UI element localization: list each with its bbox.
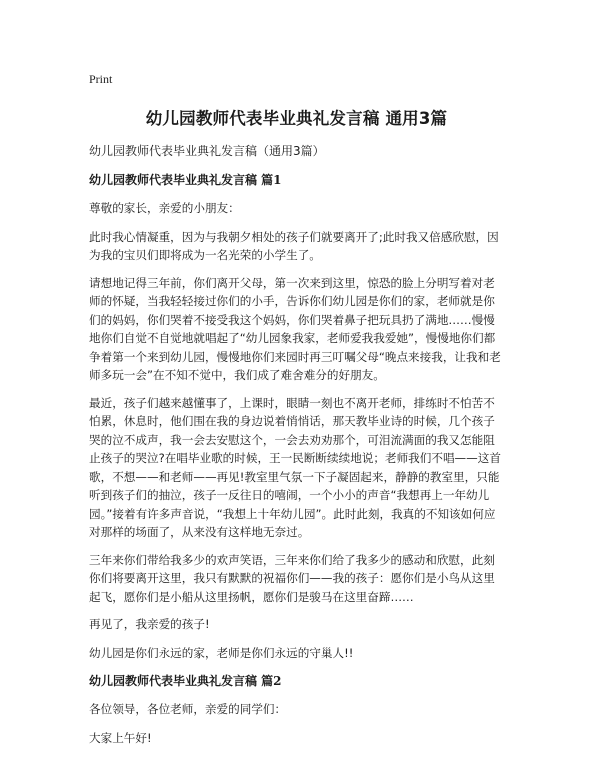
document-subtitle: 幼儿园教师代表毕业典礼发言稿（通用3篇） bbox=[89, 144, 325, 158]
body-paragraph: 三年来你们带给我多少的欢声笑语，三年来你们给了我多少的感动和欣慰，此刻你们将要离开这里，我只有默默的祝福你们——我的孩子：愿你们是小鸟从这里起飞，愿你们是小船从这里扬帆，愿你们是骏马在这里奋蹄…… bbox=[89, 552, 495, 604]
document-title: 幼儿园教师代表毕业典礼发言稿 通用3篇 bbox=[145, 109, 448, 128]
body-paragraph: 幼儿园是你们永远的家，老师是你们永远的守巢人!! bbox=[89, 645, 354, 660]
section-heading-1: 幼儿园教师代表毕业典礼发言稿 篇1 bbox=[89, 173, 282, 187]
greeting-paragraph: 尊敬的家长，亲爱的小朋友： bbox=[89, 201, 240, 215]
greeting-paragraph: 各位领导，各位老师，亲爱的同学们： bbox=[89, 702, 287, 716]
print-link[interactable]: Print bbox=[89, 72, 113, 86]
body-paragraph: 大家上午好! bbox=[89, 730, 152, 745]
section-heading-2: 幼儿园教师代表毕业典礼发言稿 篇2 bbox=[89, 674, 282, 688]
body-paragraph: 再见了，我亲爱的孩子! bbox=[89, 617, 210, 631]
body-paragraph: 请想地记得三年前，你们离开父母，第一次来到这里，惊恐的脸上分明写着对老师的怀疑，当我轻轻接过你们的小手，告诉你们幼儿园是你们的家，老师就是你们的妈妈，你们哭着不接受我这个妈妈，你们哭着鼻子把玩具扔了满地……慢慢地你们自觉不自觉地就唱起了“幼儿园象我家，老师爱我我爱她”，慢慢地你们都争着第一个来到幼儿园，慢慢地你们来园时再三叮嘱父母“晚点来接我，让我和老师多玩一会”在不知不觉中，我们成了难舍难分的好朋友。 bbox=[89, 275, 501, 382]
body-paragraph: 此时我心情凝重，因为与我朝夕相处的孩子们就要离开了;此时我又倍感欣慰，因为我的宝贝们即将成为一名光荣的小学生了。 bbox=[89, 229, 499, 262]
body-paragraph: 最近，孩子们越来越懂事了，上课时，眼睛一刻也不离开老师，排练时不怕苦不怕累，休息时，他们围在我的身边说着悄悄话，那天教毕业诗的时候，几个孩子哭的泣不成声，我一会去安慰这个，一会去劝劝那个，可泪流满面的我又怎能阻止孩子的哭泣?在唱毕业歌的时候，王一民断断续续地说；老师我们不唱——这首歌，不想——和老师——再见!教室里气氛一下子凝固起来，静静的教室里，只能听到孩子们的抽泣，孩子一反往日的嘻闹，一个小小的声音“我想再上一年幼儿园。”接着有许多声音说，“我想上十年幼儿园”。此时此刻，我真的不知该如何应对那样的场面了，从来没有这样地无奈过。 bbox=[89, 395, 501, 539]
